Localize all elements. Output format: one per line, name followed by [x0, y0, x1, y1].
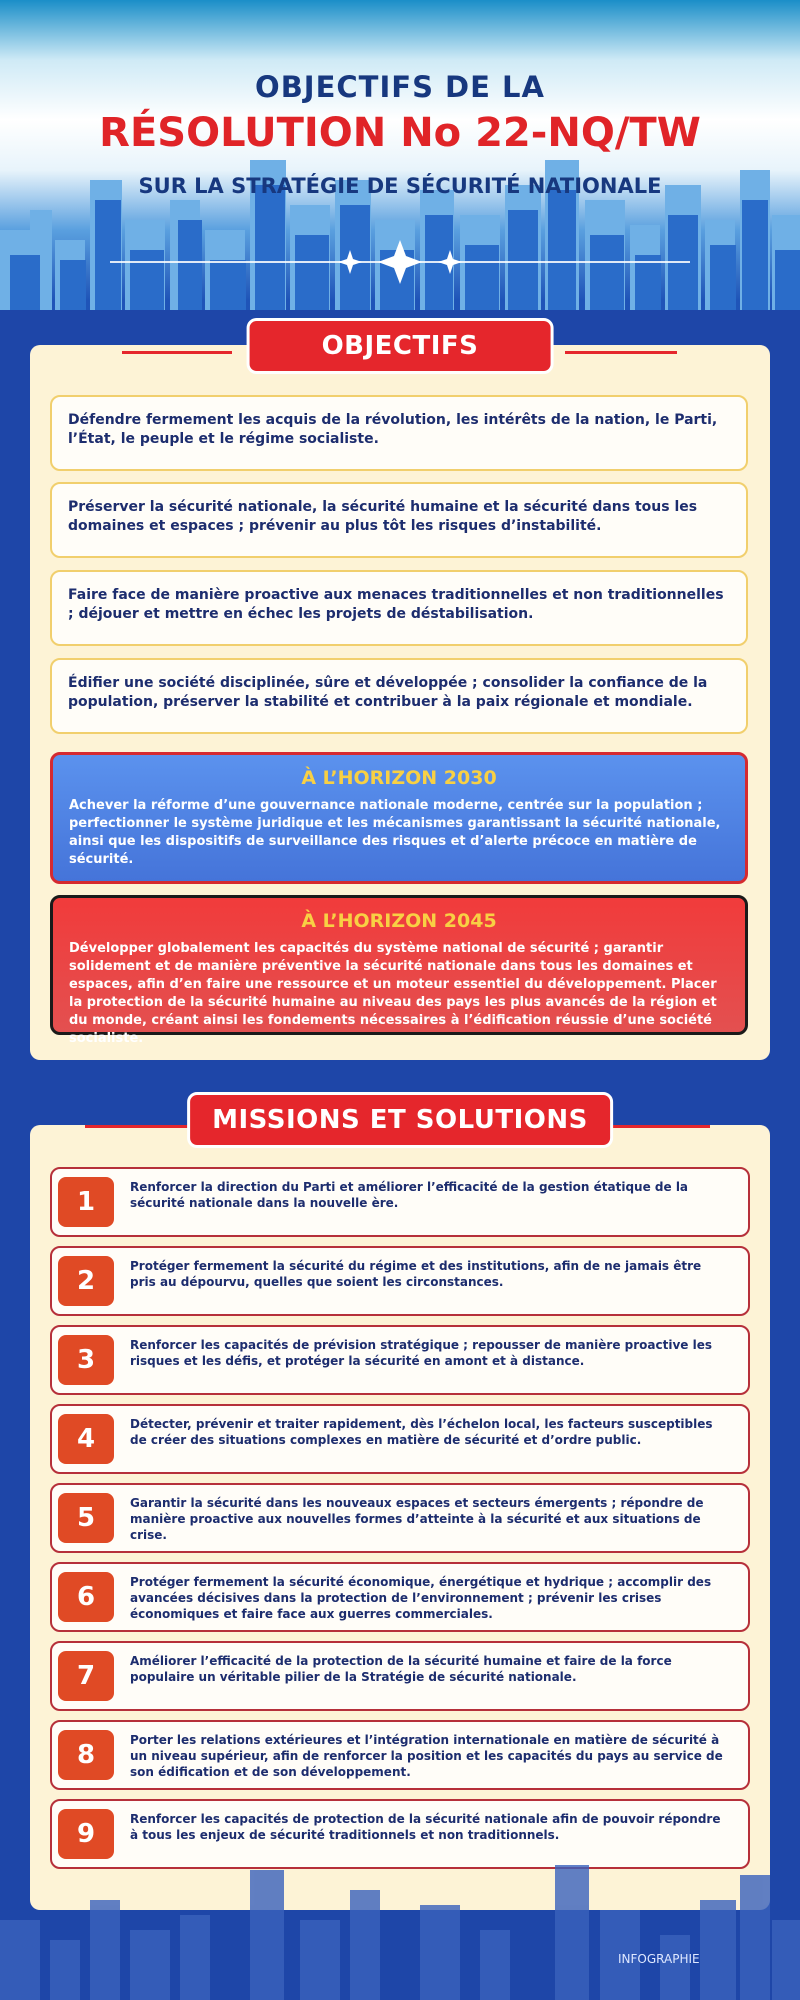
footer-skyline-illustration — [0, 1860, 800, 2000]
horizon-2045-title: À L’HORIZON 2045 — [301, 910, 497, 932]
missions-title: MISSIONS ET SOLUTIONS — [187, 1092, 613, 1148]
mission-text: Renforcer la direction du Parti et améliorer l’efficacité de la gestion étatique de la sécurité nationale dans la nouvelle ère. — [130, 1180, 689, 1210]
mission-item — [50, 1404, 750, 1474]
horizon-2030-text: Achever la réforme d’une gouvernance nationale moderne, centrée sur la population ; perfectionner le système juridique et les mécanismes garantissant la sécurité nationale, ainsi que les dispositifs de surveillance des risques et d’alerte précoce en matière de sécurité. — [69, 798, 721, 867]
mission-text: Protéger fermement la sécurité du régime et des institutions, afin de ne jamais être pris au dépourvu, quelles que soient les circonstances. — [130, 1259, 702, 1289]
mission-number: 3 — [58, 1335, 114, 1385]
mission-number: 5 — [58, 1493, 114, 1543]
horizon-2030-title: À L’HORIZON 2030 — [301, 767, 497, 789]
mission-number: 6 — [58, 1572, 114, 1622]
title-divider-right — [600, 1125, 710, 1128]
mission-number: 4 — [58, 1414, 114, 1464]
horizon-2045-box — [50, 895, 748, 1046]
mission-item — [50, 1325, 750, 1395]
title-divider-right — [565, 351, 677, 354]
mission-number: 8 — [58, 1730, 114, 1780]
mission-item — [50, 1562, 750, 1632]
objective-item: Défendre fermement les acquis de la révolution, les intérêts de la nation, le Parti, l’État, le peuple et le régime socialiste. — [50, 395, 748, 471]
title-line-2: RÉSOLUTION No 22-NQ/TW — [99, 110, 701, 156]
horizon-2030-box — [50, 752, 748, 884]
mission-text: Porter les relations extérieures et l’intégration internationale en matière de sécurité à un niveau supérieur, afin de renforcer la position et les capacités du pays au service de son édification et de son développement. — [130, 1733, 723, 1779]
objectives-panel — [30, 331, 770, 1060]
star-divider-icon — [110, 240, 690, 290]
mission-text: Renforcer les capacités de protection de la sécurité nationale afin de pouvoir répondre à tous les enjeux de sécurité traditionnels et non traditionnels. — [130, 1812, 721, 1842]
mission-number: 1 — [58, 1177, 114, 1227]
mission-item — [50, 1167, 750, 1237]
header-banner — [0, 0, 800, 310]
title-line-1: OBJECTIFS DE LA — [255, 70, 545, 104]
mission-text: Protéger fermement la sécurité économique, énergétique et hydrique ; accomplir des avancées décisives dans la protection de l’environnement ; prévenir les crises économiques et faire face aux guerres commerciales. — [130, 1575, 712, 1621]
mission-text: Améliorer l’efficacité de la protection de la sécurité humaine et faire de la force populaire un véritable pilier de la Stratégie de sécurité nationale. — [130, 1654, 672, 1684]
mission-item — [50, 1641, 750, 1711]
footer-credit: INFOGRAPHIE — [618, 1952, 700, 1966]
objective-item: Faire face de manière proactive aux menaces traditionnelles et non traditionnelles ; déjouer et mettre en échec les projets de déstabilisation. — [50, 570, 748, 646]
mission-item — [50, 1720, 750, 1790]
mission-text: Renforcer les capacités de prévision stratégique ; repousser de manière proactive les risques et les défis, et protéger la sécurité en amont et à distance. — [130, 1338, 712, 1368]
objective-item: Édifier une société disciplinée, sûre et développée ; consolider la confiance de la population, préserver la stabilité et contribuer à la paix régionale et mondiale. — [50, 658, 748, 734]
objectives-title: OBJECTIFS — [247, 318, 554, 374]
mission-item — [50, 1483, 750, 1553]
missions-panel — [30, 1105, 770, 1910]
objective-item: Préserver la sécurité nationale, la sécurité humaine et la sécurité dans tous les domaines et espaces ; prévenir au plus tôt les risques d’instabilité. — [50, 482, 748, 558]
mission-text: Détecter, prévenir et traiter rapidement, dès l’échelon local, les facteurs susceptibles de créer des situations complexes en matière de sécurité et d’ordre public. — [130, 1417, 713, 1447]
title-line-3: SUR LA STRATÉGIE DE SÉCURITÉ NATIONALE — [138, 174, 662, 198]
mission-number: 7 — [58, 1651, 114, 1701]
horizon-2045-text: Développer globalement les capacités du système national de sécurité ; garantir solidement et de manière préventive la sécurité nationale dans tous les domaines et espaces, afin d’en faire une ressource et un moteur essentiel du développement. Placer la protection de la sécurité humaine au niveau des pays les plus avancés de la région et du monde, créant ainsi les fondements nécessaires à l’édification réussie d’une société socialiste. — [69, 941, 717, 1046]
mission-item — [50, 1799, 750, 1869]
title-divider-left — [122, 351, 232, 354]
mission-number: 9 — [58, 1809, 114, 1859]
mission-number: 2 — [58, 1256, 114, 1306]
mission-item — [50, 1246, 750, 1316]
mission-text: Garantir la sécurité dans les nouveaux espaces et secteurs émergents ; répondre de manière proactive aux nouvelles formes d’atteinte à la sécurité et aux situations de crise. — [130, 1496, 704, 1542]
